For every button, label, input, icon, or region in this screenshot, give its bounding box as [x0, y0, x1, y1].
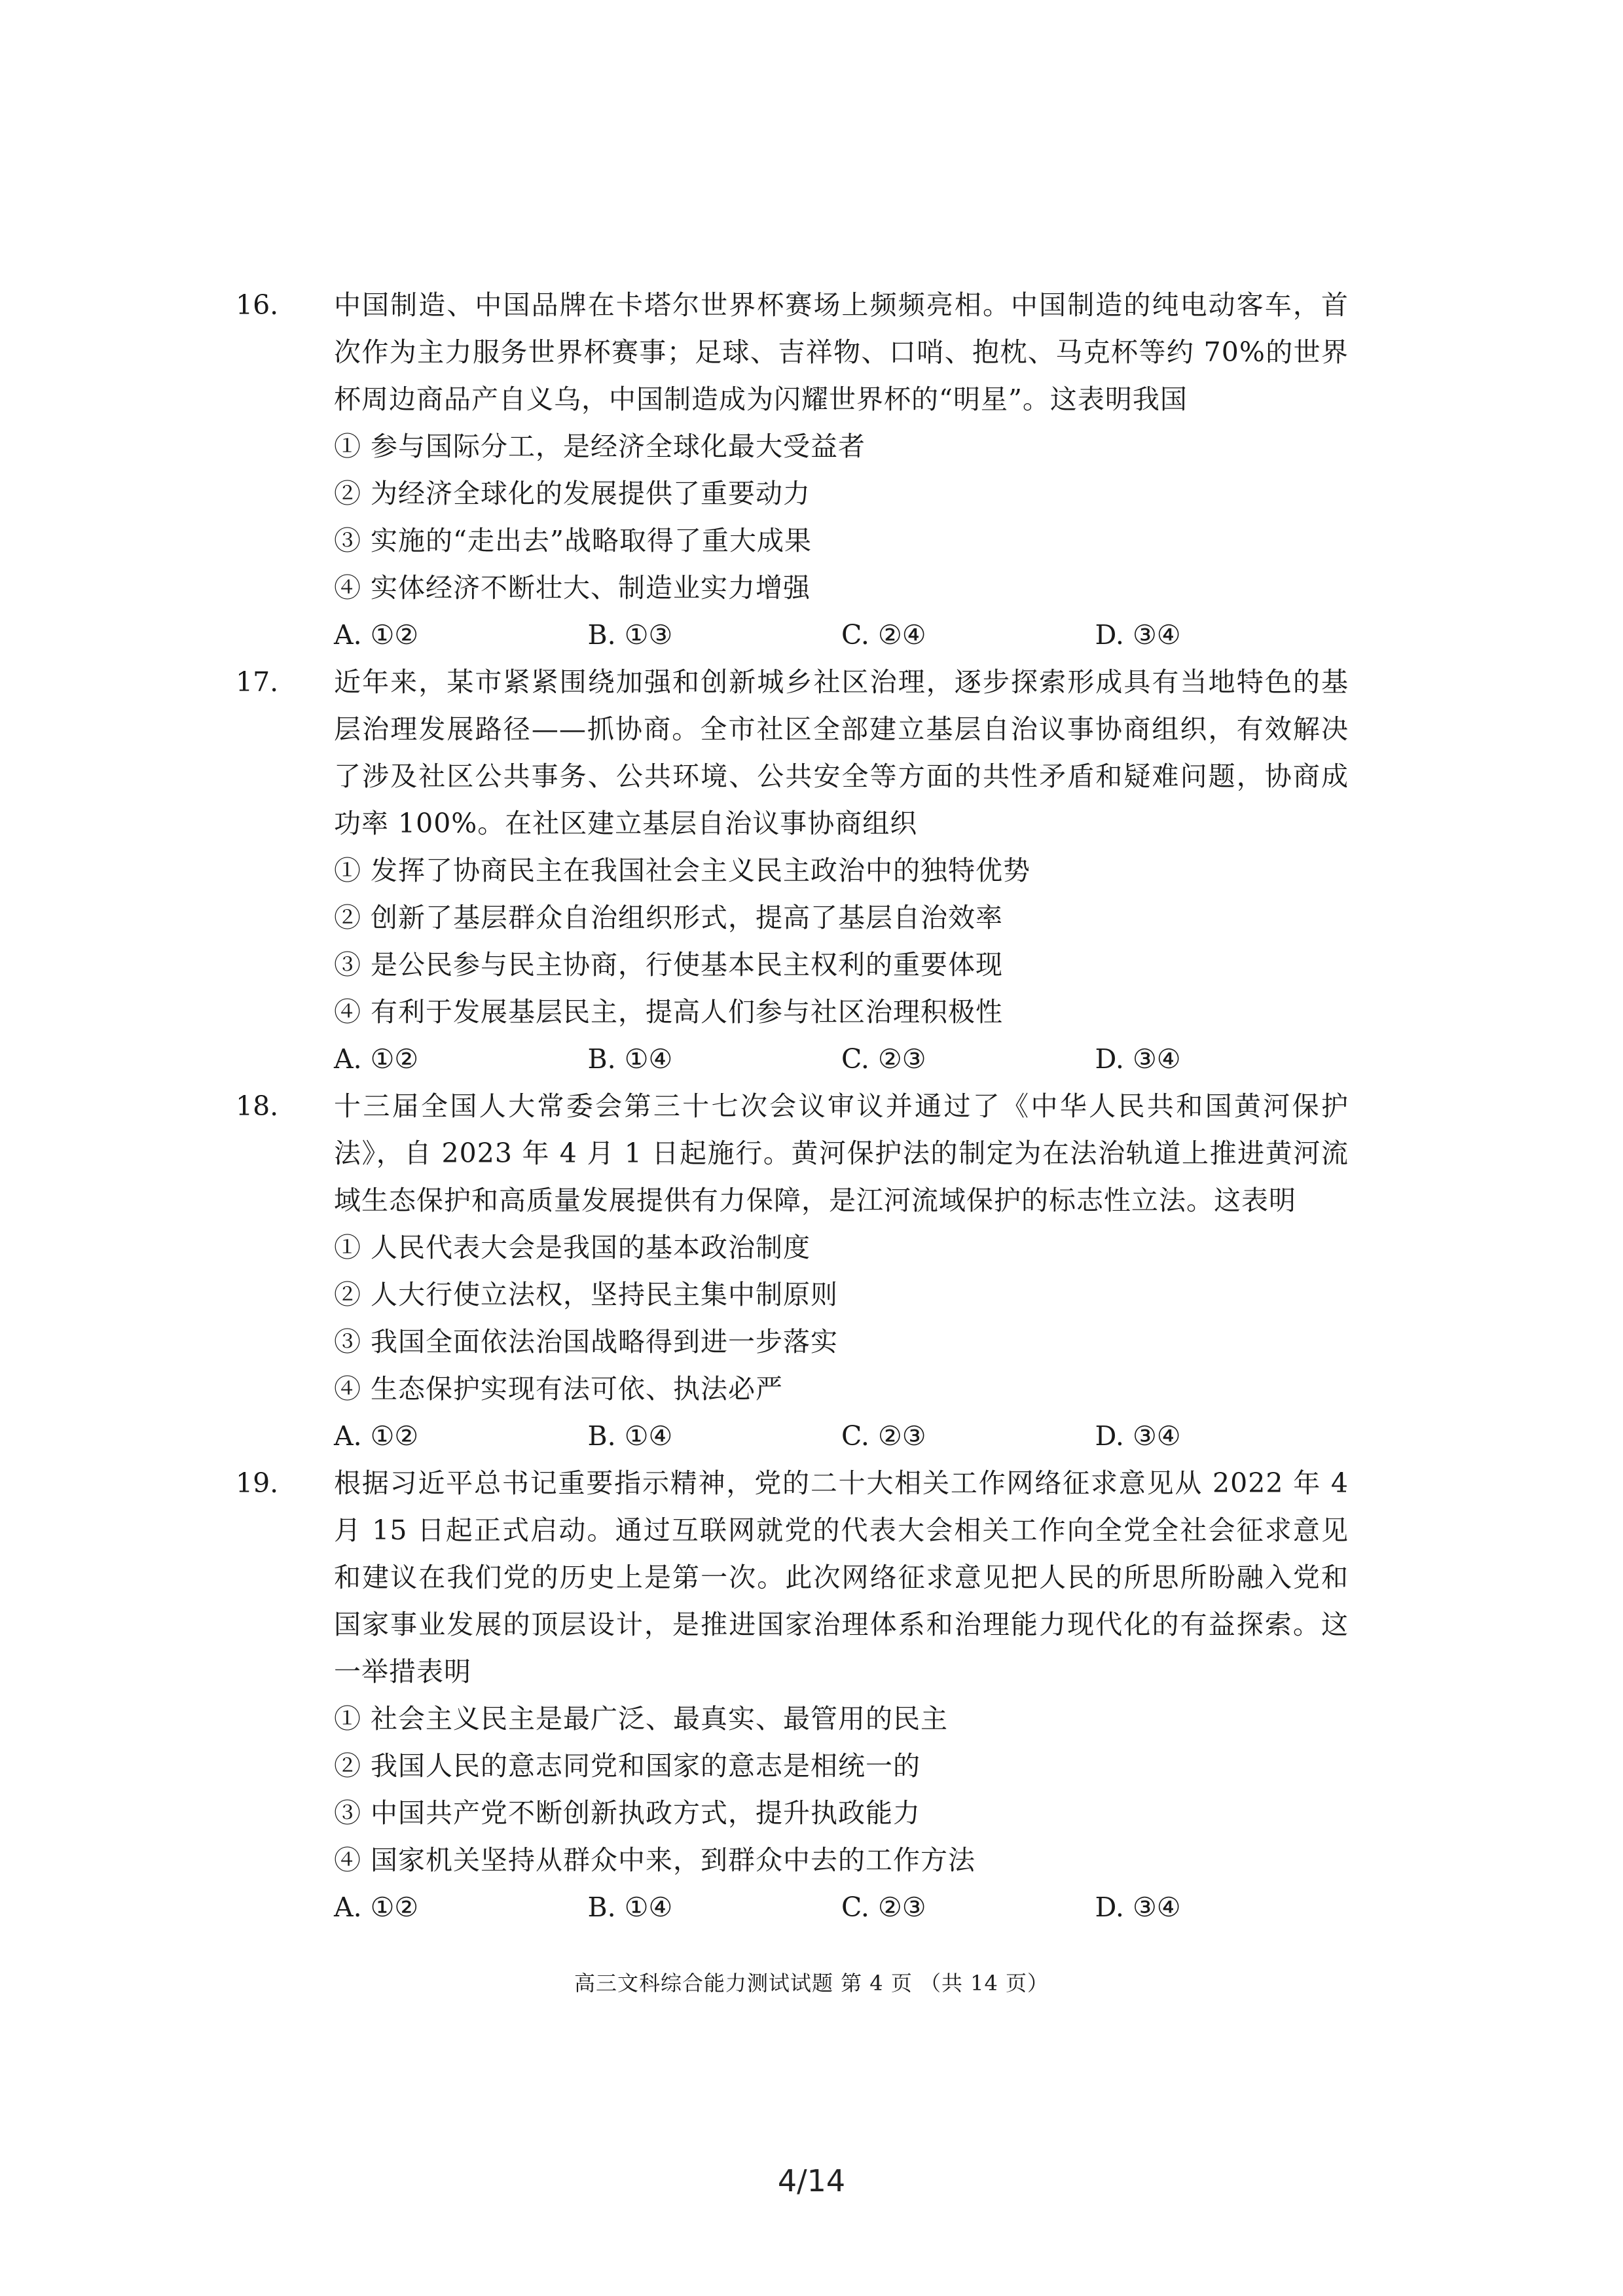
answer-choices	[334, 1035, 1349, 1083]
question-block	[236, 1083, 1349, 1460]
answer-choice: D. ③④	[1095, 1892, 1181, 1923]
question-number: 16.	[236, 289, 279, 321]
statement-item: ④ 实体经济不断壮大、制造业实力增强	[334, 572, 811, 603]
statement-item: ④ 生态保护实现有法可依、执法必严	[334, 1373, 784, 1405]
answer-choices	[334, 1412, 1349, 1460]
answer-choice: D. ③④	[1095, 1420, 1181, 1452]
answer-choice: B. ①④	[587, 1892, 673, 1923]
page-number: 4/14	[777, 2163, 846, 2198]
statement-item: ③ 是公民参与民主协商，行使基本民主权利的重要体现	[334, 949, 1004, 980]
statement-list	[334, 1695, 1349, 1884]
statement-item: ① 人民代表大会是我国的基本政治制度	[334, 1232, 811, 1263]
answer-choice: D. ③④	[1095, 1043, 1181, 1075]
statement-item: ② 我国人民的意志同党和国家的意志是相统一的	[334, 1750, 921, 1782]
question-stem: 十三届全国人大常委会第三十七次会议审议并通过了《中华人民共和国黄河保护法》，自 2023 年 4 月 1 日起施行。黄河保护法的制定为在法治轨道上推进黄河流域生态保护和高质量发展提供有力保障，是江河流域保护的标志性立法。这表明	[334, 1090, 1349, 1216]
question-number: 19.	[236, 1467, 279, 1499]
statement-item: ① 参与国际分工，是经济全球化最大受益者	[334, 431, 866, 462]
question-block	[236, 658, 1349, 1083]
answer-choice: A. ①②	[334, 1892, 419, 1923]
statement-item: ③ 我国全面依法治国战略得到进一步落实	[334, 1326, 839, 1357]
statement-item: ① 社会主义民主是最广泛、最真实、最管用的民主	[334, 1703, 949, 1734]
statement-item: ④ 有利于发展基层民主，提高人们参与社区治理积极性	[334, 996, 1004, 1028]
question-block	[236, 1460, 1349, 1931]
statement-item: ④ 国家机关坚持从群众中来，到群众中去的工作方法	[334, 1844, 976, 1876]
question-number: 17.	[236, 666, 279, 698]
question-list	[236, 281, 1349, 1931]
statement-item: ③ 实施的“走出去”战略取得了重大成果	[334, 525, 812, 556]
answer-choices	[334, 1884, 1349, 1931]
question-stem: 根据习近平总书记重要指示精神，党的二十大相关工作网络征求意见从 2022 年 4 月 15 日起正式启动。通过互联网就党的代表大会相关工作向全党全社会征求意见和建议在我们党的历史上是第一次。此次网络征求意见把人民的所思所盼融入党和国家事业发展的顶层设计，是推进国家治理体系和治理能力现代化的有益探索。这一举措表明	[334, 1467, 1349, 1687]
statement-list	[334, 847, 1349, 1035]
answer-choice: C. ②③	[841, 1420, 926, 1452]
answer-choice: B. ①③	[587, 619, 673, 651]
statement-list	[334, 1224, 1349, 1412]
statement-item: ① 发挥了协商民主在我国社会主义民主政治中的独特优势	[334, 855, 1031, 886]
answer-choice: C. ②③	[841, 1043, 926, 1075]
answer-choice: B. ①④	[587, 1043, 673, 1075]
question-block	[236, 281, 1349, 658]
answer-choice: C. ②③	[841, 1892, 926, 1923]
question-stem: 中国制造、中国品牌在卡塔尔世界杯赛场上频频亮相。中国制造的纯电动客车，首次作为主力服务世界杯赛事；足球、吉祥物、口哨、抱枕、马克杯等约 70%的世界杯周边商品产自义乌，中国制造成为闪耀世界杯的“明星”。这表明我国	[334, 289, 1349, 415]
page-footer: 高三文科综合能力测试试题 第 4 页 （共 14 页）	[574, 1971, 1049, 1996]
statement-item: ③ 中国共产党不断创新执政方式，提升执政能力	[334, 1797, 921, 1829]
answer-choice: C. ②④	[841, 619, 926, 651]
answer-choice: A. ①②	[334, 1043, 419, 1075]
question-number: 18.	[236, 1090, 279, 1122]
statement-list	[334, 423, 1349, 611]
answer-choice: A. ①②	[334, 619, 419, 651]
statement-item: ② 为经济全球化的发展提供了重要动力	[334, 478, 811, 509]
answer-choice: D. ③④	[1095, 619, 1181, 651]
question-stem: 近年来，某市紧紧围绕加强和创新城乡社区治理，逐步探索形成具有当地特色的基层治理发展路径——抓协商。全市社区全部建立基层自治议事协商组织，有效解决了涉及社区公共事务、公共环境、公共安全等方面的共性矛盾和疑难问题，协商成功率 100%。在社区建立基层自治议事协商组织	[334, 666, 1349, 839]
answer-choices	[334, 611, 1349, 658]
answer-choice: B. ①④	[587, 1420, 673, 1452]
answer-choice: A. ①②	[334, 1420, 419, 1452]
statement-item: ② 人大行使立法权，坚持民主集中制原则	[334, 1279, 839, 1310]
statement-item: ② 创新了基层群众自治组织形式，提高了基层自治效率	[334, 902, 1004, 933]
